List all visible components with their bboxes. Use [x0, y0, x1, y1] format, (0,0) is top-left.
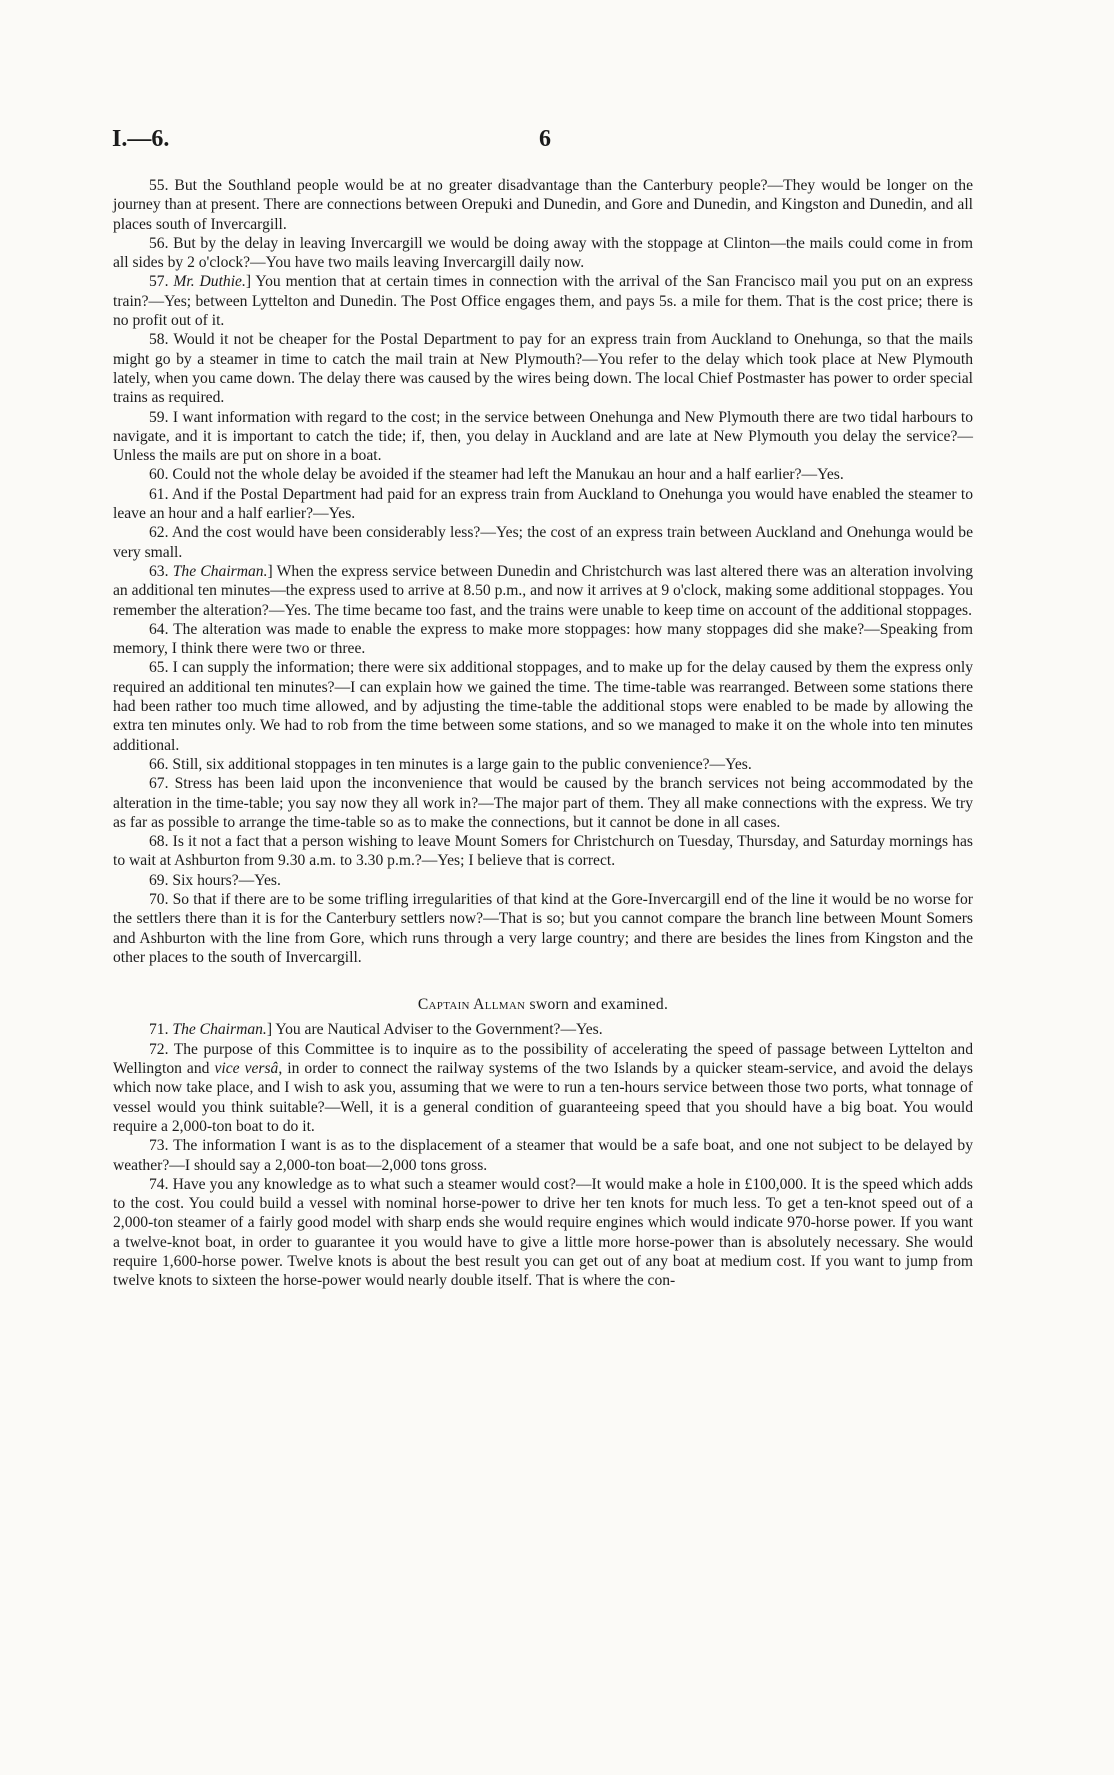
paragraph-text: 68. Is it not a fact that a person wishing to leave Mount Somers for Christchurch on Tuesday, Thursday, and Saturday mornings has to wait at Ashburton from 9.30 a.m. to 3.30 p.m.?—Yes; I believe that is correct.	[113, 833, 973, 870]
paragraph-text: 69. Six hours?—Yes.	[149, 871, 281, 889]
evidence-block-2	[113, 1020, 973, 1290]
question-paragraph	[113, 234, 973, 273]
question-paragraph	[113, 408, 973, 466]
paragraph-text: 72. The purpose of this Committee is to inquire as to the possibility of accelerating the speed of passage between Lyttelton and Wellington and vice versâ, in order to connect the railway systems of the two Islands by a quicker steam-service, and avoid the delays which now take place, and I wish to ask you, assuming that we were to run a ten-hours service between those two ports, what tonnage of vessel would you think suitable?—Well, it is a general condition of guaranteeing speed that you should have a big boat. You would require a 2,000-ton boat to do it.	[113, 1040, 973, 1135]
paragraph-text: 55. But the Southland people would be at no greater disadvantage than the Canterbury people?—They would be longer on the journey than at present. There are connections between Orepuki and Dunedin, and Gore and Dunedin, and Kingston and Dunedin, and all places south of Invercargill.	[113, 177, 973, 233]
question-paragraph	[113, 774, 973, 832]
speaker-label: 71. The Chairman.]	[149, 1021, 273, 1039]
question-paragraph	[113, 485, 973, 524]
paragraph-text: 70. So that if there are to be some trifling irregularities of that kind at the Gore-Invercargill end of the line it would be no worse for the settlers there than it is for the Canterbury settlers now?—That is so; but you cannot compare the branch line between Mount Somers and Ashburton with the line from Gore, which runs through a very large country; and there are besides the lines from Kingston and the other places to the south of Invercargill.	[113, 890, 973, 966]
document-body	[113, 176, 973, 1291]
paragraph-text: 67. Stress has been laid upon the inconvenience that would be caused by the branch services not being accommodated by the alteration in the time-table; you say now they all work in?—The major part of them. They all make connections with the express. We try as far as possible to arrange the time-table so as to make the connections, but it cannot be done in all cases.	[113, 775, 973, 831]
paragraph-text: 60. Could not the whole delay be avoided if the steamer had left the Manukau an hour and a half earlier?—Yes.	[149, 466, 844, 484]
page-header	[112, 126, 972, 160]
paragraph-text: 73. The information I want is as to the displacement of a steamer that would be a safe boat, and one not subject to be delayed by weather?—I should say a 2,000-ton boat—2,000 tons gross.	[113, 1137, 973, 1174]
paragraph-text: 66. Still, six additional stoppages in ten minutes is a large gain to the public convenience?—Yes.	[149, 755, 752, 773]
question-paragraph	[113, 755, 973, 774]
paragraph-text: 58. Would it not be cheaper for the Postal Department to pay for an express train from Auckland to Onehunga, so that the mails might go by a steamer in time to catch the mail train at New Plymouth?—You refer to the delay which took place at New Plymouth lately, when you came down. The delay there was caused by the wires being down. The local Chief Postmaster has power to order special trains as required.	[113, 331, 973, 407]
speaker-label: 63. The Chairman.]	[149, 562, 273, 580]
section-heading	[113, 995, 973, 1014]
document-id: I.—6.	[112, 126, 170, 152]
question-paragraph	[113, 871, 973, 890]
question-paragraph	[113, 465, 973, 484]
question-paragraph	[113, 1175, 973, 1291]
question-paragraph	[113, 562, 973, 620]
evidence-block-1	[113, 176, 973, 967]
question-paragraph	[113, 620, 973, 659]
question-paragraph	[113, 272, 973, 330]
question-paragraph	[113, 1020, 973, 1039]
witness-name: Captain Allman	[417, 996, 526, 1014]
paragraph-text: 56. But by the delay in leaving Invercargill we would be doing away with the stoppage at Clinton—the mails could come in from all sides by 2 o'clock?—You have two mails leaving Invercargill daily now.	[113, 234, 973, 272]
paragraph-text: 74. Have you any knowledge as to what such a steamer would cost?—It would make a hole in £100,000. It is the speed which adds to the cost. You could build a vessel with nominal horse-power to drive her ten knots for much less. To get a ten-knot speed out of a 2,000-ton steamer of a fairly good model with sharp ends she would require engines which would indicate 970-horse power. If you want a twelve-knot boat, in order to guarantee it you would have to give a little more horse-power than is absolutely necessary. She would require 1,600-horse power. Twelve knots is about the best result you can get out of any boat at medium cost. If you want to jump from twelve knots to sixteen the horse-power would nearly double itself. That is where the con-	[113, 1175, 973, 1290]
paragraph-text: You mention that at certain times in connection with the arrival of the San Francisco mail you put on an express train?—Yes; between Lyttelton and Dunedin. The Post Office engages them, and pays 5s. a mile for them. That is the cost price; there is no profit out of it.	[113, 273, 974, 330]
page-number: 6	[539, 126, 551, 152]
question-paragraph	[113, 523, 973, 562]
paragraph-text: 59. I want information with regard to the cost; in the service between Onehunga and New Plymouth there are two tidal harbours to navigate, and it is important to catch the tide; if, then, you delay in Auckland and are late at New Plymouth you delay the service?—Unless the mails are put on shore in a boat.	[113, 408, 973, 465]
speaker-label: 57. Mr. Duthie.]	[149, 273, 252, 291]
question-paragraph	[113, 832, 973, 871]
paragraph-text: 62. And the cost would have been considerably less?—Yes; the cost of an express train between Auckland and Onehunga would be very small.	[113, 524, 973, 561]
paragraph-text: 65. I can supply the information; there were six additional stoppages, and to make up for the delay caused by them the express only required an additional ten minutes?—I can explain how we gained the time. The time-table was rearranged. Between some stations there had been rather too much time allowed, and by adjusting the time-table the additional stops were enabled to be made by allowing the extra ten minutes only. We had to rob from the time between some stations, and so we managed to make it on the whole into ten minutes additional.	[113, 659, 973, 754]
paragraph-text: 61. And if the Postal Department had paid for an express train from Auckland to Onehunga you would have enabled the steamer to leave an hour and a half earlier?—Yes.	[113, 485, 973, 523]
heading-rest: sworn and examined.	[525, 996, 669, 1014]
question-paragraph	[113, 890, 973, 967]
paragraph-text: When the express service between Dunedin and Christchurch was last altered there was an alteration involving an additional ten minutes—the express used to arrive at 8.50 p.m., and now it arrives at 9 o'clock, making some additional stoppages. You remember the alteration?—Yes. The time became too fast, and the trains were unable to keep time on account of the additional stoppages.	[113, 562, 973, 619]
question-paragraph	[113, 658, 973, 754]
question-paragraph	[113, 1136, 973, 1175]
question-paragraph	[113, 176, 973, 234]
question-paragraph	[113, 330, 973, 407]
paragraph-text: 64. The alteration was made to enable the express to make more stoppages: how many stoppages did she make?—Speaking from memory, I think there were two or three.	[113, 620, 973, 658]
question-paragraph	[113, 1040, 973, 1136]
paragraph-text: You are Nautical Adviser to the Government?—Yes.	[272, 1021, 603, 1039]
